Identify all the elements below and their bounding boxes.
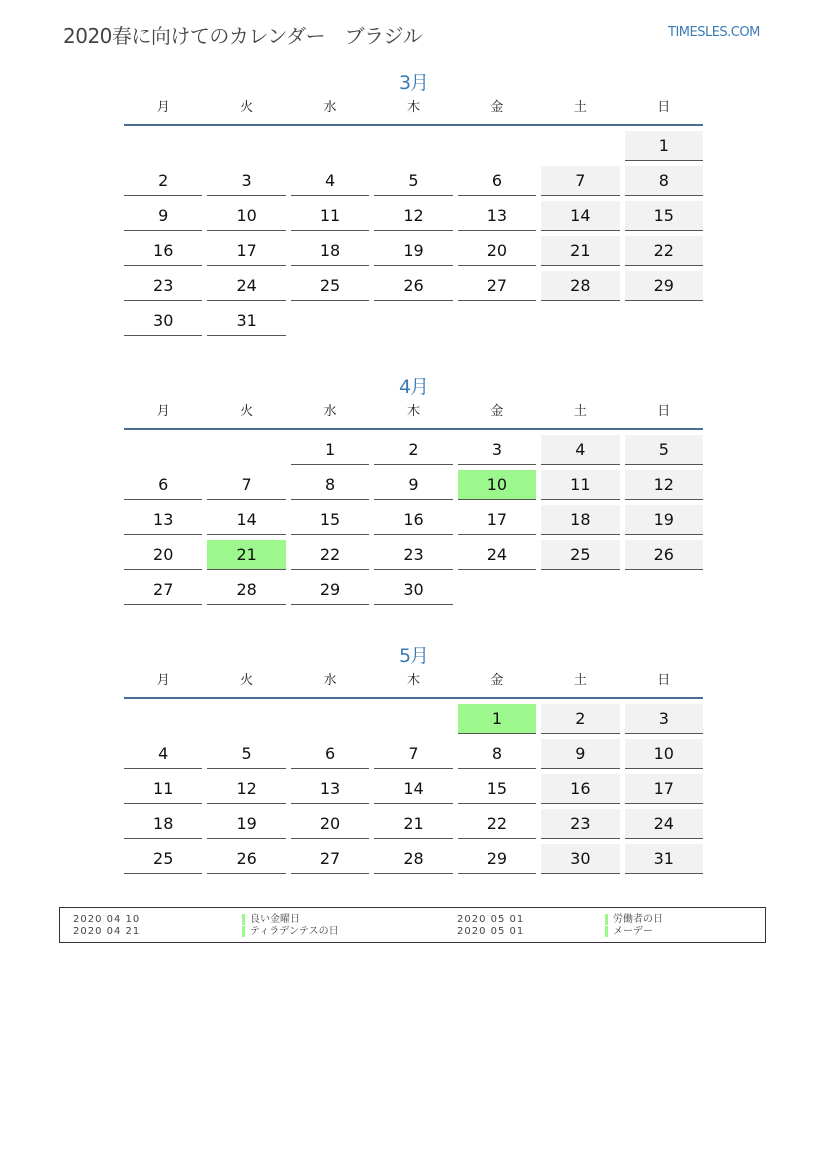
day-grid [124,131,703,336]
weekday-header [124,671,703,699]
legend-holiday-name: 良い金曜日 [242,914,300,925]
weekend-day-cell: 30 [541,844,619,874]
weekend-day-cell: 5 [625,435,703,465]
weekend-day-cell: 18 [541,505,619,535]
empty-day-cell [291,131,369,160]
legend-holiday-name: メーデー [605,926,653,937]
day-cell: 23 [124,271,202,301]
legend-date: 2020 05 01 [457,914,525,925]
day-cell: 21 [374,809,452,839]
day-cell: 6 [291,739,369,769]
day-cell: 6 [458,166,536,196]
empty-day-cell [541,575,619,604]
empty-day-cell [625,575,703,604]
day-cell: 6 [124,470,202,500]
day-cell: 15 [291,505,369,535]
day-cell: 20 [124,540,202,570]
month-march [124,68,703,336]
day-cell: 8 [291,470,369,500]
legend-holiday-name: 労働者の日 [605,914,663,925]
day-cell: 9 [124,201,202,231]
weekday-label: 木 [406,100,420,115]
day-cell: 24 [458,540,536,570]
site-name: TIMESLES.COM [668,25,760,40]
weekday-label: 金 [490,100,504,115]
day-cell: 4 [124,739,202,769]
day-cell: 12 [207,774,285,804]
day-cell: 16 [374,505,452,535]
day-cell: 17 [458,505,536,535]
empty-day-cell [124,435,202,464]
day-cell: 20 [458,236,536,266]
month-may [124,641,703,874]
weekend-day-cell: 31 [625,844,703,874]
day-cell: 23 [374,540,452,570]
weekday-label: 火 [240,100,254,115]
day-cell: 28 [207,575,285,605]
weekend-day-cell: 17 [625,774,703,804]
weekday-header [124,402,703,430]
day-cell: 22 [291,540,369,570]
weekday-label: 日 [657,404,671,419]
legend-date: 2020 04 21 [73,926,141,937]
day-cell: 16 [124,236,202,266]
weekend-day-cell: 28 [541,271,619,301]
page-title: 2020春に向けてのカレンダー ブラジル [63,24,423,48]
day-cell: 14 [374,774,452,804]
day-cell: 24 [207,271,285,301]
month-title: 3月 [398,72,429,94]
weekday-label: 水 [323,404,337,419]
empty-day-cell [207,704,285,733]
day-grid [124,704,703,874]
day-cell: 18 [291,236,369,266]
weekend-day-cell: 3 [625,704,703,734]
weekend-day-cell: 14 [541,201,619,231]
day-cell: 7 [207,470,285,500]
day-cell: 22 [458,809,536,839]
weekend-day-cell: 2 [541,704,619,734]
day-cell: 15 [458,774,536,804]
weekend-day-cell: 16 [541,774,619,804]
weekend-day-cell: 19 [625,505,703,535]
legend-date: 2020 04 10 [73,914,141,925]
empty-day-cell [374,306,452,335]
empty-day-cell [541,131,619,160]
legend-date: 2020 05 01 [457,926,525,937]
day-cell: 25 [291,271,369,301]
weekday-label: 金 [490,404,504,419]
legend-holiday-name: ティラデンテスの日 [242,926,339,937]
holiday-legend [59,907,766,943]
weekend-day-cell: 10 [625,739,703,769]
day-cell: 27 [458,271,536,301]
day-cell: 28 [374,844,452,874]
day-cell: 9 [374,470,452,500]
empty-day-cell [374,704,452,733]
weekend-day-cell: 15 [625,201,703,231]
weekend-day-cell: 4 [541,435,619,465]
day-cell: 3 [207,166,285,196]
empty-day-cell [625,306,703,335]
day-cell: 14 [207,505,285,535]
weekday-label: 火 [240,673,254,688]
day-cell: 8 [458,739,536,769]
weekday-label: 火 [240,404,254,419]
weekend-day-cell: 7 [541,166,619,196]
weekday-label: 日 [657,673,671,688]
day-cell: 30 [374,575,452,605]
weekend-day-cell: 21 [541,236,619,266]
weekend-day-cell: 9 [541,739,619,769]
weekend-day-cell: 26 [625,540,703,570]
day-cell: 10 [207,201,285,231]
weekday-label: 木 [406,404,420,419]
empty-day-cell [207,435,285,464]
day-cell: 13 [458,201,536,231]
day-cell: 12 [374,201,452,231]
day-cell: 3 [458,435,536,465]
day-cell: 18 [124,809,202,839]
day-cell: 2 [374,435,452,465]
day-cell: 2 [124,166,202,196]
day-grid [124,435,703,605]
weekday-label: 月 [156,100,170,115]
day-cell: 5 [207,739,285,769]
weekday-label: 日 [657,100,671,115]
weekend-day-cell: 8 [625,166,703,196]
holiday-day-cell: 1 [458,704,536,734]
weekday-label: 土 [573,100,587,115]
weekend-day-cell: 12 [625,470,703,500]
weekday-label: 金 [490,673,504,688]
day-cell: 13 [291,774,369,804]
day-cell: 27 [124,575,202,605]
month-april [124,372,703,605]
day-cell: 1 [291,435,369,465]
weekday-label: 水 [323,100,337,115]
weekday-label: 木 [406,673,420,688]
day-cell: 30 [124,306,202,336]
empty-day-cell [124,131,202,160]
empty-day-cell [124,704,202,733]
day-cell: 19 [374,236,452,266]
empty-day-cell [458,131,536,160]
day-cell: 20 [291,809,369,839]
empty-day-cell [458,306,536,335]
day-cell: 29 [458,844,536,874]
weekend-day-cell: 23 [541,809,619,839]
day-cell: 26 [207,844,285,874]
weekday-label: 土 [573,673,587,688]
empty-day-cell [291,704,369,733]
weekday-label: 月 [156,404,170,419]
weekend-day-cell: 24 [625,809,703,839]
weekday-label: 水 [323,673,337,688]
holiday-day-cell: 21 [207,540,285,570]
day-cell: 11 [291,201,369,231]
weekday-header [124,98,703,126]
empty-day-cell [541,306,619,335]
day-cell: 25 [124,844,202,874]
day-cell: 29 [291,575,369,605]
day-cell: 13 [124,505,202,535]
day-cell: 31 [207,306,285,336]
day-cell: 5 [374,166,452,196]
empty-day-cell [374,131,452,160]
month-title: 4月 [398,376,429,398]
empty-day-cell [291,306,369,335]
weekend-day-cell: 11 [541,470,619,500]
day-cell: 26 [374,271,452,301]
empty-day-cell [458,575,536,604]
day-cell: 11 [124,774,202,804]
weekend-day-cell: 29 [625,271,703,301]
month-title: 5月 [398,645,429,667]
weekend-day-cell: 25 [541,540,619,570]
holiday-day-cell: 10 [458,470,536,500]
day-cell: 17 [207,236,285,266]
weekend-day-cell: 1 [625,131,703,161]
weekday-label: 土 [573,404,587,419]
day-cell: 27 [291,844,369,874]
empty-day-cell [207,131,285,160]
day-cell: 7 [374,739,452,769]
day-cell: 19 [207,809,285,839]
day-cell: 4 [291,166,369,196]
weekday-label: 月 [156,673,170,688]
weekend-day-cell: 22 [625,236,703,266]
